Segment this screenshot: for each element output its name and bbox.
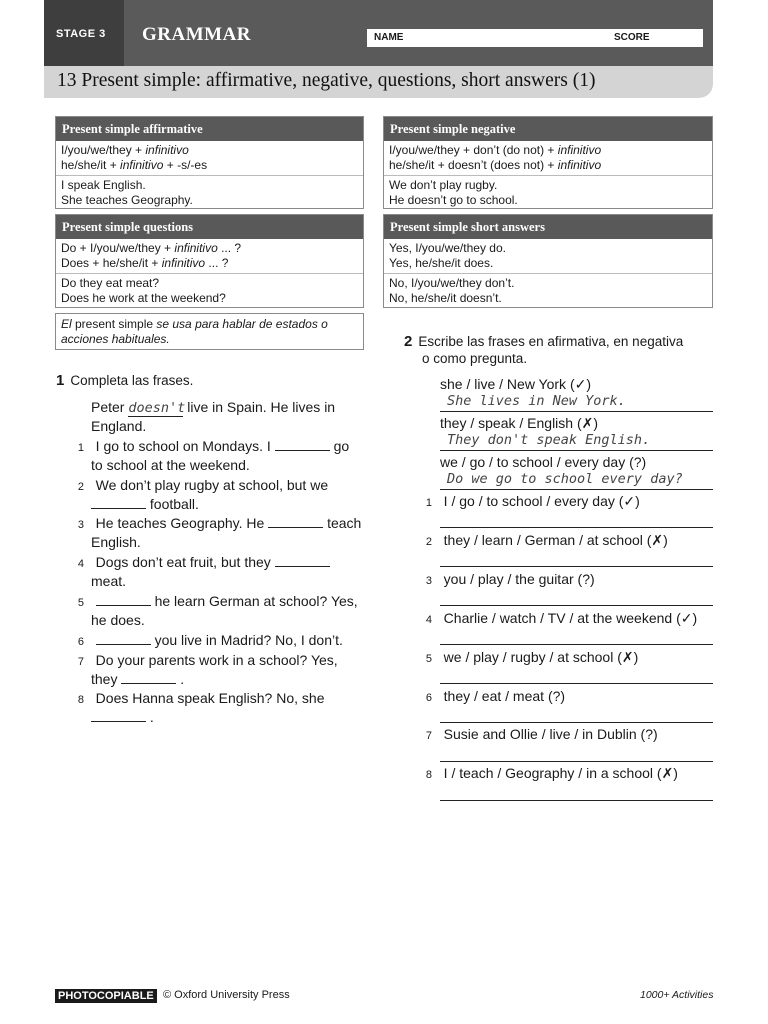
- example-prompt: she / live / New York (✓): [440, 376, 592, 392]
- example-prompt: they / speak / English (✗): [440, 415, 599, 431]
- exercise-1-example: Peter doesn't live in Spain. He lives in: [91, 399, 336, 416]
- section-label: GRAMMAR: [142, 24, 252, 45]
- answer-line[interactable]: [440, 721, 713, 723]
- example-line: I speak English.: [61, 178, 146, 192]
- answer-blank[interactable]: [275, 438, 330, 451]
- example-line: Does he work at the weekend?: [61, 291, 226, 305]
- answer-line: No, I/you/we/they don’t.: [389, 276, 515, 290]
- exercise-1-item: 6 you live in Madrid? No, I don’t.: [77, 632, 343, 648]
- example-answer: They don't speak English.: [447, 432, 651, 448]
- usage-note: El present simple se usa para hablar de estados o acciones habituales.: [55, 313, 364, 350]
- exercise-2-item: 7 Susie and Ollie / live / in Dublin (?): [425, 726, 658, 742]
- activities-label: 1000+ Activities: [640, 989, 714, 1001]
- publisher-label: © Oxford University Press: [163, 989, 290, 1001]
- rule-line: he/she/it + doesn’t (does not) + infinitivo: [389, 158, 602, 172]
- box-title: Present simple questions: [56, 215, 363, 239]
- stage-label: STAGE 3: [56, 28, 106, 40]
- exercise-2-item: 2 they / learn / German / at school (✗): [425, 532, 668, 548]
- answer-line: [440, 410, 713, 412]
- answer-line[interactable]: [440, 799, 713, 801]
- example-line2: England.: [91, 418, 147, 434]
- exercise-2-item: 1 I / go / to school / every day (✓): [425, 493, 640, 509]
- photocopiable-label: PHOTOCOPIABLE: [55, 989, 157, 1003]
- questions-box: [55, 214, 364, 308]
- answer-line: [440, 488, 713, 490]
- short-answers-box: [383, 214, 713, 308]
- score-label: SCORE: [614, 32, 650, 43]
- exercise-1-item: 1 I go to school on Mondays. I go: [77, 438, 350, 454]
- example-line: She teaches Geography.: [61, 193, 193, 207]
- answer-blank[interactable]: [96, 632, 151, 645]
- answer-line: No, he/she/it doesn’t.: [389, 291, 502, 305]
- page-title: 13 Present simple: affirmative, negative, questions, short answers (1): [57, 70, 596, 91]
- example-prompt: we / go / to school / every day (?): [440, 454, 647, 470]
- answer-line: Yes, I/you/we/they do.: [389, 241, 506, 255]
- exercise-1-item: 4 Dogs don’t eat fruit, but they: [72, 554, 330, 570]
- exercise-2-item: 4 Charlie / watch / TV / at the weekend (✓): [425, 610, 698, 626]
- exercise-1-item: 8 Does Hanna speak English? No, she: [77, 690, 325, 706]
- example-line: He doesn’t go to school.: [389, 193, 518, 207]
- answer-line[interactable]: [440, 682, 713, 684]
- answer-blank[interactable]: [275, 554, 330, 567]
- rule-line: he/she/it + infinitivo + -s/-es: [61, 158, 208, 172]
- exercise-2-item: 8 I / teach / Geography / in a school (✗): [425, 765, 678, 781]
- exercise-1-item: 7 Do your parents work in a school? Yes,: [77, 652, 338, 668]
- exercise-2-heading: 2 Escribe las frases en afirmativa, en negativa: [404, 333, 684, 350]
- answer-line: Yes, he/she/it does.: [389, 256, 494, 270]
- rule-line: I/you/we/they + don’t (do not) + infinitivo: [389, 143, 602, 157]
- example-answer: She lives in New York.: [447, 393, 626, 409]
- rule-line: I/you/we/they + infinitivo: [61, 143, 189, 157]
- box-title: Present simple negative: [384, 117, 712, 141]
- example-line: We don’t play rugby.: [389, 178, 498, 192]
- answer-blank[interactable]: [268, 515, 323, 528]
- exercise-2-item: 6 they / eat / meat (?): [425, 688, 566, 704]
- affirmative-box: [55, 116, 364, 209]
- box-title: Present simple affirmative: [56, 117, 363, 141]
- exercise-2-heading-line2: o como pregunta.: [422, 351, 528, 366]
- rule-line: Do + I/you/we/they + infinitivo ... ?: [61, 241, 242, 255]
- name-score-field[interactable]: [367, 29, 703, 47]
- exercise-1-item: 3 He teaches Geography. He teach: [77, 515, 362, 531]
- answer-line[interactable]: [440, 526, 713, 528]
- name-label: NAME: [374, 32, 404, 43]
- box-title: Present simple short answers: [384, 215, 712, 239]
- negative-box: [383, 116, 713, 209]
- example-line: Do they eat meat?: [61, 276, 160, 290]
- answer-blank[interactable]: [96, 593, 151, 606]
- exercise-2-item: 5 we / play / rugby / at school (✗): [425, 649, 639, 665]
- answer-blank[interactable]: [91, 496, 146, 509]
- exercise-1-item: 5 he learn German at school? Yes,: [77, 593, 358, 609]
- example-answer: doesn't: [128, 400, 186, 416]
- answer-line[interactable]: [440, 760, 713, 762]
- answer-line[interactable]: [440, 643, 713, 645]
- example-answer: Do we go to school every day?: [447, 471, 683, 487]
- answer-blank[interactable]: [121, 671, 176, 684]
- exercise-1-heading: 1 Completa las frases.: [56, 372, 194, 389]
- answer-line[interactable]: [440, 565, 713, 567]
- answer-line[interactable]: [440, 604, 713, 606]
- rule-line: Does + he/she/it + infinitivo ... ?: [61, 256, 229, 270]
- exercise-1-item: 2 We don’t play rugby at school, but we: [77, 477, 329, 493]
- answer-blank[interactable]: [91, 709, 146, 722]
- exercise-2-item: 3 you / play / the guitar (?): [425, 571, 595, 587]
- answer-line: [440, 449, 713, 451]
